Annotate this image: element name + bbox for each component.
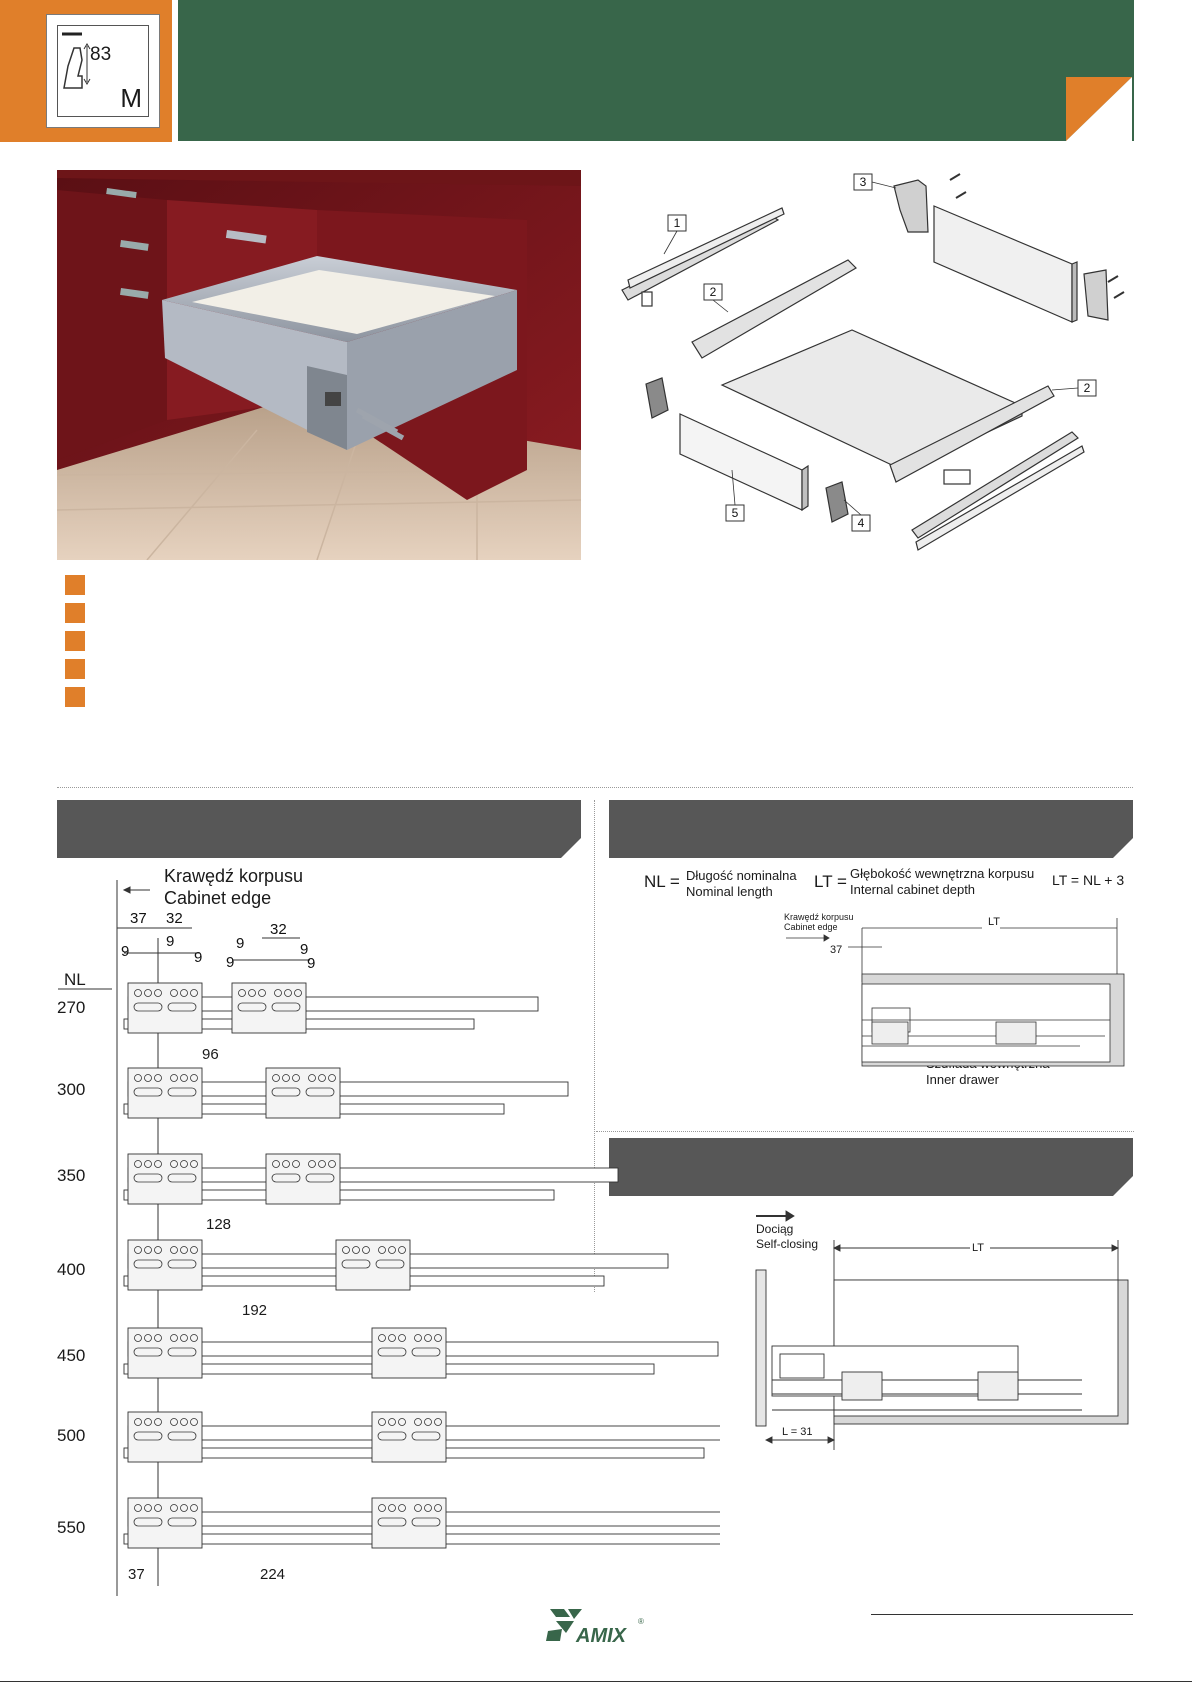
part-label-1: 1 [673,216,681,230]
footer-rule [871,1614,1133,1615]
part-label-5: 5 [731,506,739,520]
dim-9-e: 9 [226,954,235,971]
feature-bullet-1 [65,575,85,595]
nl-value-270: 270 [57,998,86,1017]
section-tab-left [57,800,581,858]
depth-panel [600,862,1134,1102]
feature-bullet-2 [65,603,85,623]
exploded-assembly-diagram [612,170,1132,570]
page-bottom-rule [0,1681,1192,1682]
self-closing-label-en: Self-closing [756,1237,819,1251]
feature-bullet-4 [65,659,85,679]
runner-row [124,1068,568,1118]
dim-9-c: 9 [194,949,203,966]
cabinet-edge-label-pl: Krawędź korpusu [164,866,304,886]
dim-9-f: 9 [300,941,309,958]
amix-logo [546,1605,656,1653]
dim-9-d: 9 [236,935,245,952]
dim-32-b: 32 [270,921,287,938]
self-closing-panel [680,1200,1134,1460]
lt-desc-pl: Głębokość wewnętrzna korpusu [850,866,1035,881]
runner-row [124,1412,720,1462]
dim-37-top: 37 [130,910,147,927]
spacing-224: 224 [260,1566,286,1583]
part-label-2b: 2 [1083,381,1091,395]
nl-value-300: 300 [57,1080,86,1099]
edge-en-small: Cabinet edge [784,922,838,932]
dim-9-a: 9 [121,943,130,960]
nl-column-header: NL [64,970,86,989]
registered-mark: ® [638,1617,644,1626]
part-label-3: 3 [859,175,867,189]
nl-desc-pl: Długość nominalna [686,868,797,883]
lt-formula: LT = NL + 3 [1052,872,1125,888]
badge-height-value: 83 [90,44,112,65]
runner-row [124,1240,668,1290]
header-corner-fold [1066,77,1132,141]
section-divider [57,787,1133,788]
bottom-offset-37: 37 [128,1566,145,1583]
cabinet-edge-label-en: Cabinet edge [164,888,272,908]
nl-abbr: NL = [644,872,680,891]
spacing-128: 128 [206,1216,232,1233]
section-tab-right-top [609,800,1133,858]
badge-size-letter: M [120,83,142,113]
depth-drawing [600,912,1134,1112]
feature-bullet-3 [65,631,85,651]
nl-desc-en: Nominal length [686,884,773,899]
nl-value-450: 450 [57,1346,86,1365]
spacing-96: 96 [202,1046,219,1063]
spacing-192: 192 [242,1302,268,1319]
dim-9-g: 9 [307,955,316,972]
edge-pl-small: Krawędź korpusu [784,912,854,922]
nl-value-550: 550 [57,1518,86,1537]
l31-label: L = 31 [782,1426,813,1438]
nl-value-400: 400 [57,1260,86,1279]
inner-drawer-en: Inner drawer [926,1072,999,1087]
nl-value-350: 350 [57,1166,86,1185]
feature-bullet-5 [65,687,85,707]
dim-9-b: 9 [166,933,175,950]
runner-row [124,1498,720,1548]
height-badge [46,14,160,128]
lt-desc-en: Internal cabinet depth [850,882,976,897]
product-photo [57,170,581,560]
lt-dim-label: LT [988,916,1001,928]
lt-abbr: LT = [814,872,847,891]
part-label-2a: 2 [709,285,717,299]
part-label-4: 4 [857,516,865,530]
header-band [178,0,1134,141]
closing-lt-label: LT [972,1242,985,1254]
amix-logo-text: AMIX [576,1625,626,1647]
dim-32-a: 32 [166,910,183,927]
self-closing-drawing [680,1200,1134,1460]
runner-row [124,983,538,1033]
runner-row [124,1154,618,1204]
runner-row [124,1328,718,1378]
nl-value-500: 500 [57,1426,86,1445]
self-closing-label-pl: Dociąg [756,1222,794,1236]
offset-37: 37 [830,944,843,956]
